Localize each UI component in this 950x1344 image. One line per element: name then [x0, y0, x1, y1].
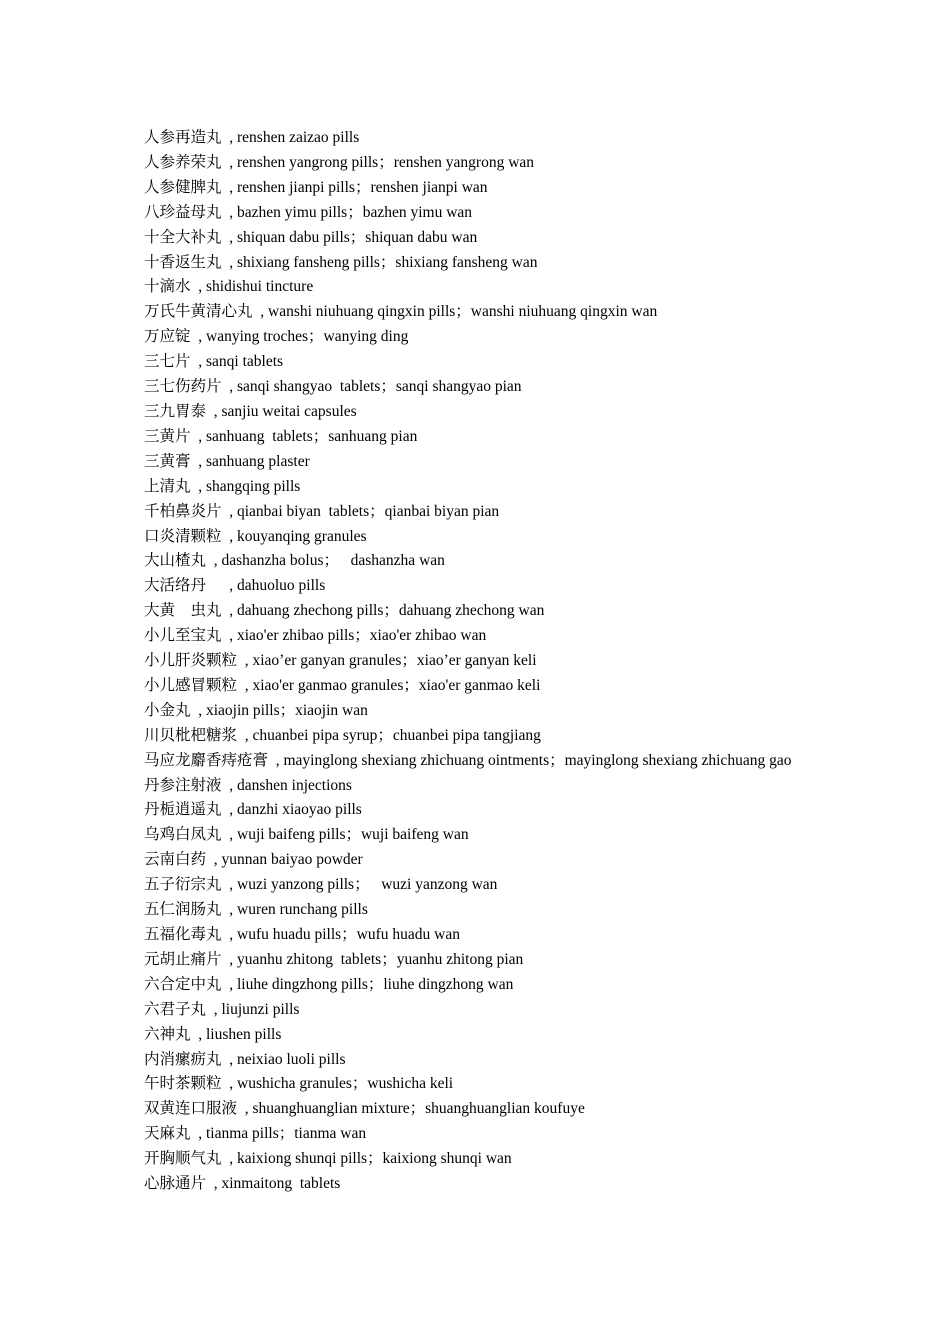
term-list: [144, 126, 804, 1197]
term-entry: 人参再造丸 , renshen zaizao pills: [144, 129, 360, 146]
term-entry: 三黄片 , sanhuang tablets；sanhuang pian: [144, 427, 418, 445]
term-entry: 六合定中丸 , liuhe dingzhong pills；liuhe dingzhong wan: [144, 975, 514, 993]
term-entry: 人参养荣丸 , renshen yangrong pills；renshen yangrong wan: [144, 153, 535, 171]
term-entry: 三黄膏 , sanhuang plaster: [144, 452, 310, 470]
term-entry: 六神丸 , liushen pills: [144, 1025, 282, 1043]
term-entry: 三七片 , sanqi tablets: [144, 353, 284, 371]
term-entry: 五仁润肠丸 , wuren runchang pills: [144, 901, 368, 919]
term-entry: 三七伤药片 , sanqi shangyao tablets；sanqi shangyao pian: [144, 378, 522, 396]
term-entry: 丹参注射液 , danshen injections: [144, 776, 352, 794]
term-entry: 万氏牛黄清心丸 , wanshi niuhuang qingxin pills；wanshi niuhuang qingxin wan: [144, 303, 658, 321]
term-entry: 天麻丸 , tianma pills；tianma wan: [144, 1125, 367, 1143]
term-entry: 内消瘰疬丸 , neixiao luoli pills: [144, 1050, 346, 1068]
term-entry: 十全大补丸 , shiquan dabu pills；shiquan dabu wan: [144, 228, 478, 246]
term-entry: 开胸顺气丸 , kaixiong shunqi pills；kaixiong shunqi wan: [144, 1150, 512, 1168]
term-entry: 五子衍宗丸 , wuzi yanzong pills； wuzi yanzong wan: [144, 876, 498, 894]
term-entry: 马应龙麝香痔疮膏 , mayinglong shexiang zhichuang ointments；mayinglong shexiang zhichuang gao: [144, 751, 792, 769]
term-entry: 小儿感冒颗粒 , xiao'er ganmao granules；xiao'er ganmao keli: [144, 676, 541, 694]
term-entry: 上清丸 , shangqing pills: [144, 477, 301, 495]
term-entry: 大活络丹 , dahuoluo pills: [144, 577, 326, 595]
term-entry: 六君子丸 , liujunzi pills: [144, 1000, 300, 1018]
term-entry: 人参健脾丸 , renshen jianpi pills；renshen jianpi wan: [144, 178, 488, 196]
term-entry: 八珍益母丸 , bazhen yimu pills；bazhen yimu wan: [144, 203, 473, 221]
term-entry: 口炎清颗粒 , kouyanqing granules: [144, 527, 367, 545]
term-entry: 大山楂丸 , dashanzha bolus； dashanzha wan: [144, 552, 445, 570]
term-entry: 川贝枇杷糖浆 , chuanbei pipa syrup；chuanbei pipa tangjiang: [144, 726, 541, 744]
term-entry: 乌鸡白凤丸 , wuji baifeng pills；wuji baifeng wan: [144, 826, 469, 844]
term-entry: 午时茶颗粒 , wushicha granules；wushicha keli: [144, 1075, 454, 1093]
term-entry: 十滴水 , shidishui tincture: [144, 278, 314, 296]
term-entry: 丹栀逍遥丸 , danzhi xiaoyao pills: [144, 801, 362, 819]
term-entry: 万应锭 , wanying troches；wanying ding: [144, 328, 409, 346]
term-entry: 十香返生丸 , shixiang fansheng pills；shixiang fansheng wan: [144, 253, 538, 271]
term-entry: 三九胃泰 , sanjiu weitai capsules: [144, 402, 357, 420]
term-entry: 千柏鼻炎片 , qianbai biyan tablets；qianbai biyan pian: [144, 502, 500, 520]
term-entry: 大黄 虫丸 , dahuang zhechong pills；dahuang zhechong wan: [144, 602, 545, 620]
term-entry: 五福化毒丸 , wufu huadu pills；wufu huadu wan: [144, 926, 460, 943]
term-entry: 小儿至宝丸 , xiao'er zhibao pills；xiao'er zhibao wan: [144, 627, 487, 645]
term-entry: 元胡止痛片 , yuanhu zhitong tablets；yuanhu zhitong pian: [144, 950, 524, 968]
term-entry: 心脉通片 , xinmaitong tablets: [144, 1175, 341, 1193]
term-entry: 双黄连口服液 , shuanghuanglian mixture；shuanghuanglian koufuye: [144, 1100, 585, 1118]
term-entry: 小儿肝炎颗粒 , xiao’er ganyan granules；xiao’er ganyan keli: [144, 652, 537, 670]
term-entry: 云南白药 , yunnan baiyao powder: [144, 851, 363, 869]
term-entry: 小金丸 , xiaojin pills；xiaojin wan: [144, 701, 368, 719]
